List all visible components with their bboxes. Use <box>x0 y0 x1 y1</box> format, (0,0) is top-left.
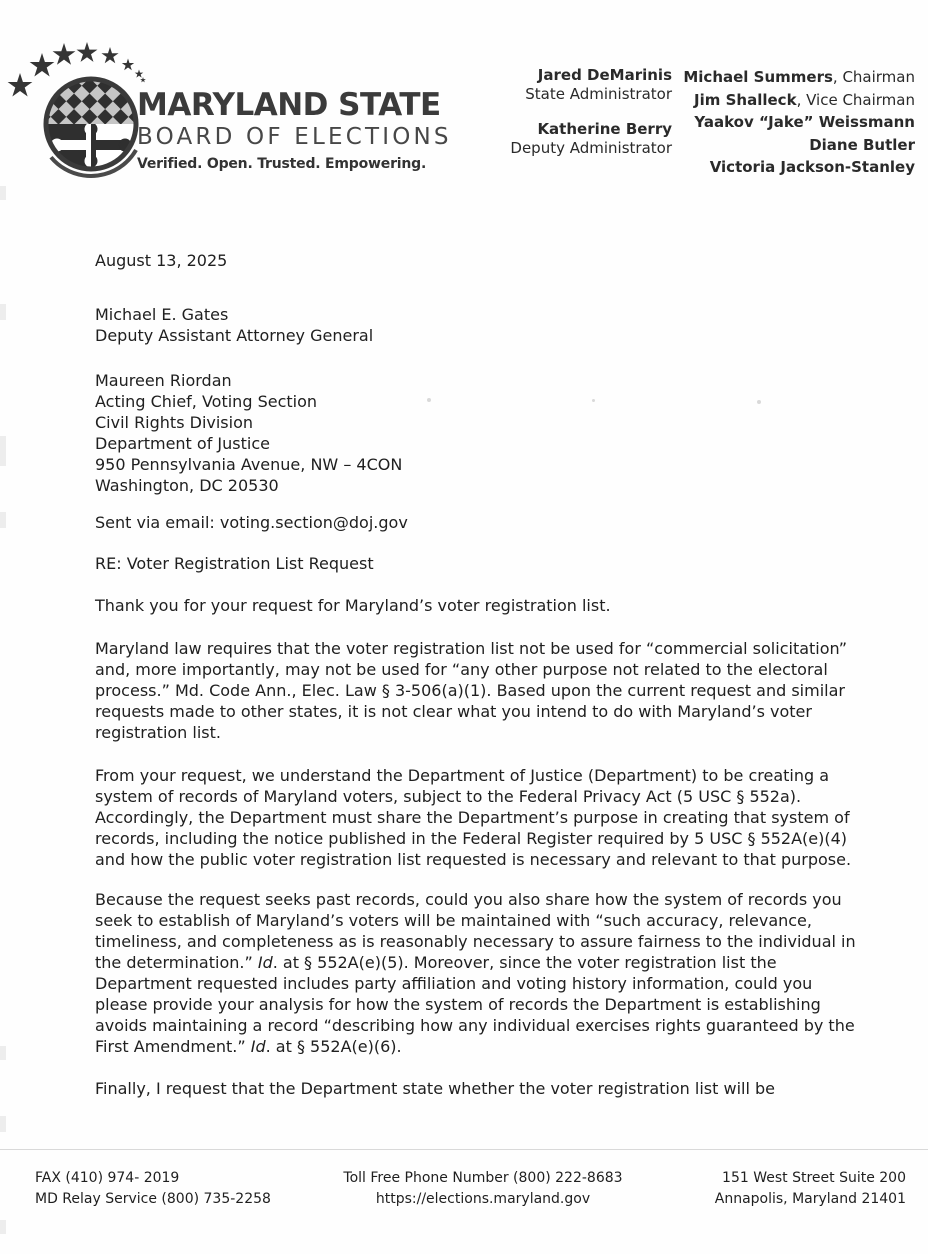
board-member-name: Yaakov “Jake” Weissmann <box>694 113 915 131</box>
board-member-name: Jim Shalleck <box>694 90 797 109</box>
citation-id: Id <box>250 1037 266 1056</box>
recipient-block-primary <box>95 304 857 346</box>
footer-city: Annapolis, Maryland 21401 <box>714 1191 906 1207</box>
citation-id: Id <box>257 953 273 972</box>
board-member <box>683 156 915 179</box>
maryland-seal-icon <box>7 42 147 192</box>
recipient-name: Maureen Riordan <box>95 371 232 390</box>
msbe-seal <box>7 42 147 196</box>
scan-artifact <box>0 512 6 528</box>
scan-artifact <box>0 1046 6 1060</box>
recipient-street: 950 Pennsylvania Avenue, NW – 4CON <box>95 455 403 474</box>
administrator-name: Jared DeMarinis <box>537 66 672 84</box>
paragraph-3 <box>95 889 857 1057</box>
board-member-name: Diane Butler <box>809 135 915 154</box>
footer-divider <box>0 1149 928 1150</box>
board-member <box>683 89 915 112</box>
administrator-title: State Administrator <box>525 85 672 103</box>
board-member <box>683 134 915 157</box>
paragraph-3-segment: . at § 552A(e)(6). <box>265 1037 402 1056</box>
administrators-block <box>510 66 672 158</box>
paragraph-thanks: Thank you for your request for Maryland’s voter registration list. <box>95 596 611 615</box>
state-administrator <box>510 66 672 104</box>
board-member <box>683 111 915 134</box>
footer-street: 151 West Street Suite 200 <box>722 1170 906 1186</box>
logo-tagline: Verified. Open. Trusted. Empowering. <box>137 156 427 172</box>
footer-fax: FAX (410) 974- 2019 <box>35 1170 180 1186</box>
scan-artifact <box>0 436 6 466</box>
scan-artifact <box>0 1220 6 1234</box>
logo-title: MARYLAND STATE <box>137 87 441 123</box>
recipient-block-secondary <box>95 370 857 496</box>
board-member-name: Michael Summers <box>683 68 833 86</box>
scan-artifact <box>0 304 6 320</box>
paragraph-2: From your request, we understand the Department of Justice (Department) to be creating a system of records of Maryland voters, subject to the Federal Privacy Act (5 USC § 552a). Accordingly, the Department must share the Department’s purpose in creating that system of records, including the notice published in the Federal Register required by 5 USC § 552A(e)(4) and how the public voter registration list requested is necessary and relevant to that purpose. <box>95 766 852 869</box>
paragraph-4: Finally, I request that the Department state whether the voter registration list will be <box>95 1079 775 1098</box>
recipient-division: Civil Rights Division <box>95 413 254 432</box>
logo-subtitle: BOARD OF ELECTIONS <box>137 124 452 150</box>
msbe-logo-text <box>137 88 457 176</box>
recipient-name: Michael E. Gates <box>95 305 229 324</box>
paragraph-3-segment: . at § 552A(e)(5). Moreover, since the voter registration list the Department requested includes party affiliation and voting history information, could you please provide your analysis for how the system of records the Department is establishing avoids maintaining a record “describing how any individual exercises rights guaranteed by the First Amendment.” <box>95 953 855 1056</box>
scan-artifact <box>0 186 6 200</box>
recipient-title: Deputy Assistant Attorney General <box>95 326 374 345</box>
board-members-block <box>683 66 915 179</box>
re-line: RE: Voter Registration List Request <box>95 554 374 573</box>
letter-body <box>95 250 857 1120</box>
recipient-city: Washington, DC 20530 <box>95 476 279 495</box>
footer-phone: Toll Free Phone Number (800) 222-8683 <box>343 1170 623 1186</box>
deputy-administrator <box>510 120 672 158</box>
footer-relay: MD Relay Service (800) 735-2258 <box>35 1191 271 1207</box>
recipient-department: Department of Justice <box>95 434 270 453</box>
board-member <box>683 66 915 89</box>
administrator-name: Katherine Berry <box>537 120 672 138</box>
recipient-title: Acting Chief, Voting Section <box>95 392 318 411</box>
administrator-title: Deputy Administrator <box>510 139 672 157</box>
letter-date: August 13, 2025 <box>95 251 228 270</box>
sent-via-line: Sent via email: voting.section@doj.gov <box>95 513 408 532</box>
paragraph-3-segment: Because the request seeks past records, could you also share how the system of records you seek to establish of Maryland’s voters will be maintained with “such accuracy, relevance, timeliness, and completeness as is reasonably necessary to assure fairness to the individual in the determination.” <box>95 890 856 972</box>
paragraph-1: Maryland law requires that the voter registration list not be used for “commercial solicitation” and, more importantly, may not be used for “any other purpose not related to the electoral process.” Md. Code Ann., Elec. Law § 3-506(a)(1). Based upon the current request and similar requests made to other states, it is not clear what you intend to do with Maryland’s voter registration list. <box>95 639 848 742</box>
footer-website: https://elections.maryland.gov <box>375 1191 591 1207</box>
board-member-role: , Chairman <box>832 68 915 86</box>
scan-artifact <box>0 1116 6 1132</box>
footer-address <box>715 1168 906 1210</box>
board-member-name: Victoria Jackson-Stanley <box>709 158 915 176</box>
board-member-role: , Vice Chairman <box>796 90 915 109</box>
